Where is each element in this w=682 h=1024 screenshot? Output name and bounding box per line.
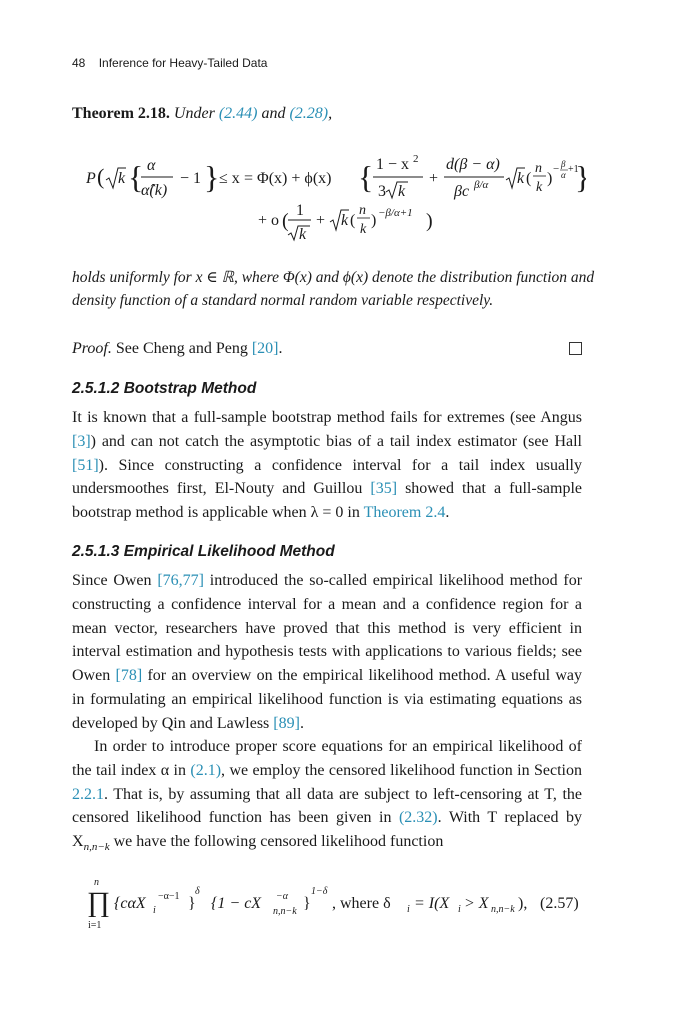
where-tail-sub: n,n−k (491, 904, 515, 915)
brace-open: { (128, 159, 144, 195)
frac2-den-sup: β/α (474, 179, 489, 191)
ref-20[interactable]: [20] (251, 340, 279, 357)
running-title: Inference for Heavy-Tailed Data (98, 56, 268, 70)
equation-number: (2.57) (540, 895, 579, 912)
where-sub: i (407, 904, 410, 915)
theorem-heading (72, 105, 332, 123)
proof-trail: . (278, 340, 283, 357)
line2-one: 1 (296, 202, 304, 219)
section-heading-bootstrap: 2.5.1.2 Bootstrap Method (72, 380, 257, 397)
eq1-leq: ≤ x (219, 170, 240, 187)
ref-89[interactable]: [89] (273, 714, 300, 732)
brace-close: } (204, 159, 220, 195)
line2-o: + o (258, 212, 280, 229)
line2-k2: k (360, 222, 367, 237)
line2-paren-open: ( (282, 210, 289, 232)
eq1-minus-one: − 1 (180, 170, 202, 187)
bootstrap-s4: showed that a full-sample bootstrap method is applicable when λ = 0 in (72, 480, 583, 522)
paragraph-bootstrap (72, 406, 582, 525)
empirical-s3: for an overview on the empirical likelihood method. A useful way in formulating an empirical likelihood function is via estimating equations as developed by Qin and Lawless (72, 667, 583, 732)
brace-open-2: { (358, 159, 374, 195)
theorem-under: Under (173, 105, 215, 122)
exp-plus1: +1 (568, 164, 579, 175)
prod-bottom: i=1 (88, 920, 102, 931)
paragraph-empirical (72, 569, 582, 736)
bootstrap-s2: ) and can not catch the asymptotic bias of a tail index estimator (see Hall (90, 432, 582, 450)
censored-s5: we have the following censored likelihood function (113, 833, 444, 851)
exp-beta: β (561, 159, 566, 169)
line2-paren-a: ( (350, 212, 356, 229)
where-text: , where δ (332, 895, 391, 912)
line2-paren-b: ) (371, 212, 377, 229)
censored-s1: In order to introduce proper score equations for an empirical likelihood of the tail index α in (72, 738, 582, 779)
delta2-sup: 1−δ (311, 886, 328, 897)
frac1-sup: 2 (413, 153, 419, 165)
eq1-k1: k (118, 170, 126, 187)
ref-theorem-2-4[interactable]: Theorem 2.4 (363, 504, 446, 522)
bootstrap-s1: It is known that a full-sample bootstrap method fails for extremes (see Angus (72, 409, 582, 426)
ref-2-44[interactable]: (2.44) (218, 105, 258, 122)
brace2-close: } (303, 895, 311, 912)
term2-sup: −α (276, 891, 288, 902)
line2-paren-close: ) (426, 210, 433, 232)
empirical-s4: . (299, 714, 304, 732)
paren-open-3: ( (526, 170, 532, 187)
proof-line (72, 340, 582, 358)
ref-2-32[interactable]: (2.32) (398, 809, 438, 827)
ref-51[interactable]: [51] (72, 456, 99, 474)
running-header (72, 56, 267, 70)
censored-sub: n,n−k (83, 841, 110, 854)
ref-35[interactable]: [35] (370, 480, 398, 498)
line2-exp: −β/α+1 (378, 207, 413, 219)
exp-alpha: α (561, 170, 566, 180)
line2-k: k (341, 212, 349, 229)
where-end: ), (518, 895, 528, 912)
censored-s3: . That is, by assuming that all data are subject to left-censoring at T, the censored likelihood function has been given in (72, 785, 582, 827)
eq1-n: n (535, 161, 542, 176)
eq1-P: P (86, 170, 96, 187)
frac1-num: 1 − x (376, 156, 410, 173)
frac1-den-k: k (398, 183, 406, 200)
term2: {1 − cX (211, 895, 262, 912)
ref-2-1[interactable]: (2.1) (190, 761, 222, 779)
ref-2-28[interactable]: (2.28) (289, 105, 329, 122)
plus-1: + (429, 170, 439, 187)
eq1-equals: = Φ(x) + ϕ(x) (244, 170, 332, 187)
theorem-label: Theorem 2.18. (72, 105, 170, 122)
frac2-den: βc (454, 183, 470, 200)
page-number: 48 (72, 56, 86, 70)
line2-k-den: k (299, 226, 307, 242)
eq1-alpha-hat: α̂(k) (141, 182, 168, 199)
theorem-trail: , (328, 105, 333, 122)
censored-s2: , we employ the censored likelihood function in Section (221, 761, 582, 779)
frac2-num: d(β − α) (446, 156, 500, 173)
brace1-close: } (188, 895, 196, 912)
where-rest-sub: i (458, 904, 461, 915)
delta-sup: δ (195, 886, 200, 897)
ref-78[interactable]: [78] (115, 667, 143, 685)
prod-top: n (94, 877, 99, 888)
bootstrap-s5: . (445, 504, 450, 522)
eq1-k3: k (517, 170, 525, 187)
proof-label: Proof. (72, 340, 112, 357)
empirical-s1: Since Owen (72, 572, 152, 589)
frac1-den: 3 (378, 183, 386, 200)
brace-close-2 (575, 159, 586, 195)
ref-76-77[interactable]: [76,77] (157, 572, 204, 589)
eq1-k-den: k (536, 180, 543, 195)
term1: {cαX (114, 895, 146, 912)
exp-minus: − (553, 163, 560, 175)
paragraph-censored (72, 735, 582, 860)
proof-text: See Cheng and Peng (115, 340, 248, 357)
where-tail: > X (464, 895, 489, 912)
bootstrap-s3: ). Since constructing a confidence interval for a tail index usually undersmoothes first, El-Nouty and Guillou (72, 456, 582, 498)
term1-sup: −α−1 (158, 891, 180, 902)
theorem-body: holds uniformly for x ∈ ℝ, where Φ(x) and ϕ(x) denote the distribution function and density function of a standard normal random variable respectively. (72, 269, 595, 309)
line2-plus: + (316, 212, 326, 229)
ref-3[interactable]: [3] (72, 432, 91, 450)
eq1-paren-open: ( (97, 164, 105, 189)
term2-sub: n,n−k (273, 906, 297, 917)
equation-2-57 (88, 876, 588, 934)
prod-icon: ∏ (88, 887, 111, 918)
where-rest: = I(X (414, 895, 450, 912)
censored-s4: . With T replaced by X (72, 809, 582, 851)
ref-2-2-1[interactable]: 2.2.1 (72, 785, 104, 803)
eq1-alpha: α (147, 157, 156, 174)
line2-n: n (359, 203, 366, 218)
qed-box-icon (569, 342, 582, 355)
theorem-equation (86, 150, 586, 242)
section-heading-empirical: 2.5.1.3 Empirical Likelihood Method (72, 543, 335, 560)
theorem-and: and (261, 105, 286, 122)
paren-close-3: ) (547, 170, 553, 187)
empirical-s2: introduced the so-called empirical likelihood method for constructing a confidence interval for a mean and a confidence region for a mean vector, researchers have proved that this method is very efficient in interval estimation and hypothesis tests with applications to various fields; see Owen (72, 572, 583, 685)
term1-sub: i (153, 905, 156, 916)
